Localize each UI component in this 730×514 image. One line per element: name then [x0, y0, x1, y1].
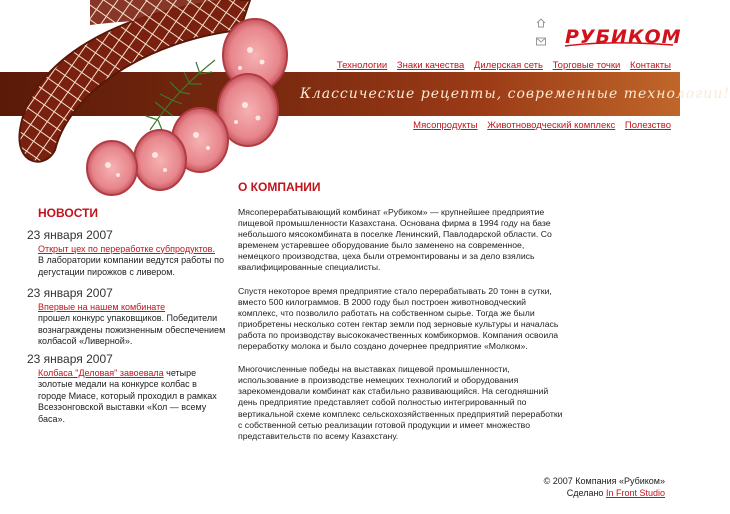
about-text	[238, 207, 568, 454]
about-title: О КОМПАНИИ	[238, 180, 321, 194]
news-item	[27, 230, 227, 278]
brand-logo[interactable]: РУБИКОМ	[565, 26, 682, 48]
news-item	[27, 288, 227, 348]
top-navigation	[330, 60, 671, 71]
nav-polezstvo[interactable]: Полезство	[624, 120, 671, 131]
news-item	[27, 354, 227, 425]
studio-link[interactable]: In Front Studio	[605, 488, 665, 498]
news-date: 23 января 2007	[27, 286, 113, 300]
news-title: НОВОСТИ	[38, 206, 99, 220]
nav-technologies[interactable]: Технологии	[336, 60, 388, 71]
news-date: 23 января 2007	[27, 352, 113, 366]
nav-livestock-complex[interactable]: Животноводческий комплекс	[487, 120, 616, 131]
nav-contacts[interactable]: Контакты	[629, 60, 671, 71]
news-text: четыре золотые медали на конкурсе колбас в городе Миасе, который проходил в рамках Всезэонговской выставки «Кол — всему баса».	[38, 367, 217, 424]
sausage-illustration	[0, 0, 300, 200]
made-by-label: Сделано	[566, 488, 604, 498]
footer	[544, 475, 665, 499]
news-link[interactable]: Впервые на нашем комбинате	[38, 301, 166, 312]
nav-quality-marks[interactable]: Знаки качества	[396, 60, 465, 71]
news-text: прошел конкурс упаковщиков. Победители вознаграждены пожизненным обеспечением колбасой «Ливерной».	[38, 313, 226, 346]
about-paragraph: Многочисленные победы на выставках пищевой промышленности, использование в производстве немецких технологий и оборудования зарекомендовали комбинат как стабильно развивающийся. На сегодняшний день предприятие представляет собой полностью интегрированный по вертикальной схеме комплекс сельскохозяйственных предприятий переработки с собственной сетью реализации готовой продукции и имеет множество представительств по всему Казахстану.	[238, 364, 563, 441]
news-date: 23 января 2007	[27, 228, 113, 242]
mail-icon[interactable]	[536, 37, 546, 46]
nav-dealer-network[interactable]: Дилерская сеть	[473, 60, 543, 71]
copyright: © 2007 Компания «Рубиком»	[543, 476, 665, 486]
about-paragraph: Мясоперерабатывающий комбинат «Рубиком» — крупнейшее предприятие пищевой промышленности Казахстана. Основана фирма в 1994 году на базе небольшого мясокомбината в поселке Ленинский, Павлодарской области. Со временем устаревшее оборудование было заменено на современное, немецкого производства, цеха были отремонтированы и за дело взялись квалифицированные специалисты.	[238, 207, 552, 273]
sub-navigation	[406, 120, 671, 131]
news-text: В лаборатории компании ведутся работы по дегустации пирожков с ливером.	[38, 255, 225, 277]
nav-meat-products[interactable]: Мясопродукты	[413, 120, 478, 131]
banner-tagline: Классические рецепты, современные технологии!	[300, 86, 730, 102]
news-link[interactable]: Открыт цех по переработке субпродуктов.	[38, 243, 215, 254]
logo-swoosh	[565, 42, 673, 48]
news-link[interactable]: Колбаса "Деловая" завоевала	[38, 367, 164, 378]
sausage-slice	[134, 130, 186, 190]
sausage-slice	[87, 141, 137, 195]
home-icon[interactable]	[536, 18, 546, 28]
nav-sales-points[interactable]: Торговые точки	[552, 60, 621, 71]
about-paragraph: Спустя некоторое время предприятие стало перерабатывать 20 тонн в сутки, вместо 500 килограммов. В 2000 году был построен животноводческий комплекс, что позволило работать на собственном сырье. Тогда же были приобретены несколько сотен гектар земли под зерновые культуры и началась работа по производству высококачественных комбикормов. Компания освоила переработку молока и было создано дочернее предприятие «Молком».	[238, 285, 559, 352]
